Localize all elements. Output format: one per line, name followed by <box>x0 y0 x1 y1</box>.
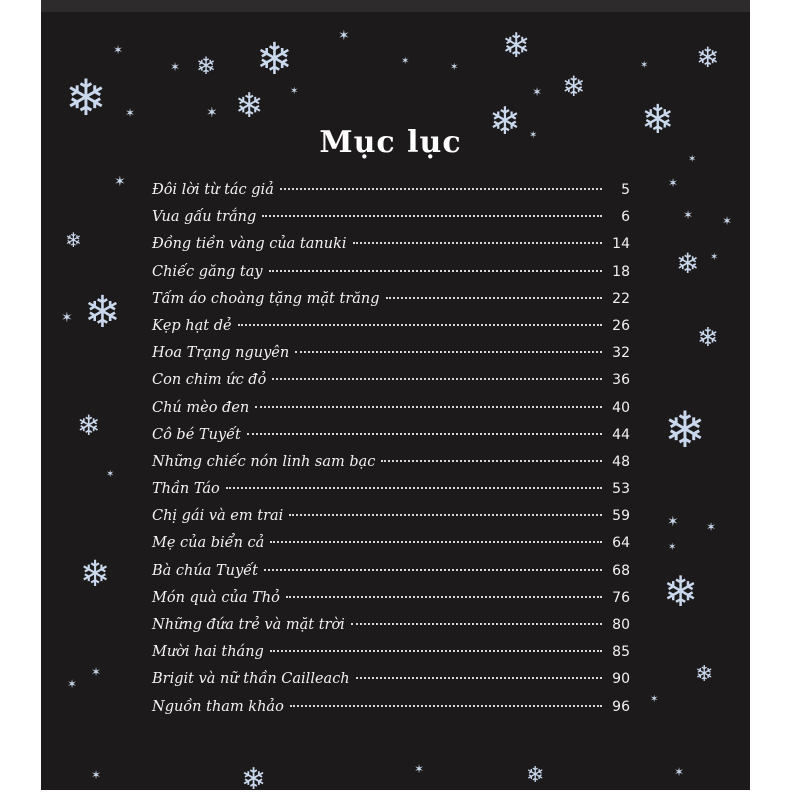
toc-row[interactable] <box>152 454 630 481</box>
dot-leader <box>289 514 602 516</box>
dot-leader <box>269 270 602 272</box>
toc-row[interactable] <box>152 291 630 318</box>
snowflake-icon: ❄ <box>80 554 111 595</box>
star-icon: ✶ <box>529 130 538 141</box>
toc-entry-label: Brigit và nữ thần Cailleach <box>152 671 350 688</box>
star-icon: ✶ <box>113 43 124 57</box>
toc-entry-label: Cô bé Tuyết <box>152 426 241 443</box>
toc-page-number: 40 <box>612 399 630 416</box>
snowflake-icon: ❄ <box>663 567 699 616</box>
dot-leader <box>247 433 602 435</box>
snowflake-icon: ❄ <box>502 26 531 66</box>
toc-page-number: 53 <box>612 481 630 498</box>
toc-page-number: 96 <box>612 698 630 715</box>
star-icon: ✶ <box>706 520 717 534</box>
toc-row[interactable] <box>152 699 630 726</box>
snowflake-icon: ❄ <box>562 70 586 103</box>
page-title: Mục lục <box>319 125 462 160</box>
top-bar <box>41 0 750 12</box>
star-icon: ✶ <box>414 762 425 776</box>
star-icon: ✶ <box>401 56 410 67</box>
toc-page-number: 44 <box>612 426 630 443</box>
star-icon: ✶ <box>170 60 181 74</box>
star-icon: ✶ <box>532 85 543 99</box>
toc-row[interactable] <box>152 644 630 671</box>
star-icon: ✶ <box>91 768 102 782</box>
dot-leader <box>351 623 602 625</box>
star-icon: ✶ <box>667 514 679 530</box>
toc-entry-label: Đồng tiền vàng của tanuki <box>152 236 347 253</box>
snowflake-icon: ❄ <box>664 401 706 459</box>
dot-leader <box>272 378 602 380</box>
snowflake-icon: ❄ <box>65 69 107 127</box>
toc-page-number: 6 <box>621 209 630 226</box>
star-icon: ✶ <box>290 86 299 97</box>
toc-row[interactable] <box>152 182 630 209</box>
dot-leader <box>290 705 602 707</box>
toc-entry-label: Kẹp hạt dẻ <box>152 317 232 334</box>
toc-page-number: 68 <box>612 562 630 579</box>
snowflake-icon: ❄ <box>676 247 700 280</box>
toc-row[interactable] <box>152 535 630 562</box>
dot-leader <box>353 242 603 244</box>
toc-row[interactable] <box>152 318 630 345</box>
toc-entry-label: Vua gấu trắng <box>152 209 257 226</box>
dot-leader <box>264 569 602 571</box>
toc-entry-label: Chiếc găng tay <box>152 263 263 280</box>
star-icon: ✶ <box>61 310 73 326</box>
toc-row[interactable] <box>152 372 630 399</box>
toc-page-number: 59 <box>612 508 630 525</box>
toc-page-number: 5 <box>621 182 630 198</box>
toc-page-number: 90 <box>612 671 630 688</box>
toc-page-number: 26 <box>612 317 630 334</box>
toc-page-number: 48 <box>612 453 630 470</box>
star-icon: ✶ <box>640 60 649 71</box>
toc-row[interactable] <box>152 427 630 454</box>
star-icon: ✶ <box>650 694 659 705</box>
star-icon: ✶ <box>674 765 685 779</box>
toc-row[interactable] <box>152 590 630 617</box>
dot-leader <box>255 406 602 408</box>
toc-page-number: 36 <box>612 372 630 389</box>
snowflake-icon: ❄ <box>65 228 82 252</box>
dot-leader <box>295 351 602 353</box>
dot-leader <box>262 215 602 217</box>
toc-page-number: 22 <box>612 290 630 307</box>
star-icon: ✶ <box>683 208 694 222</box>
star-icon: ✶ <box>710 252 719 263</box>
toc-row[interactable] <box>152 617 630 644</box>
toc-page-number: 64 <box>612 535 630 552</box>
snowflake-icon: ❄ <box>489 99 521 143</box>
star-icon: ✶ <box>450 62 459 73</box>
toc-entry-label: Những chiếc nón linh sam bạc <box>152 453 376 470</box>
star-icon: ✶ <box>722 214 733 228</box>
toc-row[interactable] <box>152 345 630 372</box>
toc-entry-label: Mười hai tháng <box>152 644 264 661</box>
dot-leader <box>238 324 602 326</box>
toc-row[interactable] <box>152 236 630 263</box>
toc-entry-label: Những đứa trẻ và mặt trời <box>152 617 345 633</box>
dot-leader <box>386 297 602 299</box>
dot-leader <box>286 596 602 598</box>
toc-page-number: 80 <box>612 617 630 633</box>
toc-entry-label: Hoa Trạng nguyên <box>152 345 290 362</box>
toc-entry-label: Tấm áo choàng tặng mặt trăng <box>152 290 380 307</box>
snowflake-icon: ❄ <box>77 409 101 442</box>
dot-leader <box>381 460 602 462</box>
toc-entry-label: Thần Táo <box>152 481 220 498</box>
star-icon: ✶ <box>91 665 102 679</box>
snowflake-icon: ❄ <box>196 52 217 80</box>
toc-entry-label: Chú mèo đen <box>152 399 250 416</box>
star-icon: ✶ <box>668 176 679 190</box>
star-icon: ✶ <box>338 28 350 44</box>
toc-entry-label: Nguồn tham khảo <box>152 698 284 715</box>
toc-entry-label: Mẹ của biển cả <box>152 535 265 552</box>
toc-page-number: 14 <box>612 236 630 253</box>
toc-entry-label: Con chim ức đỏ <box>152 372 267 389</box>
dot-leader <box>270 650 602 652</box>
dot-leader <box>270 541 602 543</box>
snowflake-icon: ❄ <box>641 97 675 143</box>
toc-row[interactable] <box>152 264 630 291</box>
star-icon: ✶ <box>114 174 126 190</box>
toc-entry-label: Chị gái và em trai <box>152 508 284 525</box>
toc-page-number: 18 <box>612 263 630 280</box>
snowflake-icon: ❄ <box>256 34 293 85</box>
star-icon: ✶ <box>668 542 677 553</box>
snowflake-icon: ❄ <box>697 323 719 353</box>
dot-leader <box>356 677 602 679</box>
table-of-contents <box>152 182 630 726</box>
star-icon: ✶ <box>206 105 218 121</box>
snowflake-icon: ❄ <box>241 762 267 797</box>
dot-leader <box>226 487 602 489</box>
toc-page-number: 76 <box>612 589 630 606</box>
toc-entry-label: Đôi lời từ tác giả <box>152 182 274 198</box>
toc-row[interactable] <box>152 481 630 508</box>
snowflake-icon: ❄ <box>695 662 714 687</box>
toc-page-number: 85 <box>612 644 630 661</box>
toc-row[interactable] <box>152 671 630 698</box>
snowflake-icon: ❄ <box>696 41 720 74</box>
toc-page-number: 32 <box>612 345 630 362</box>
snowflake-icon: ❄ <box>84 287 121 338</box>
toc-entry-label: Bà chúa Tuyết <box>152 562 258 579</box>
toc-entry-label: Món quà của Thỏ <box>152 589 280 606</box>
dot-leader <box>280 188 602 190</box>
toc-row[interactable] <box>152 400 630 427</box>
star-icon: ✶ <box>106 469 115 480</box>
snowflake-icon: ❄ <box>235 86 264 126</box>
toc-row[interactable] <box>152 209 630 236</box>
star-icon: ✶ <box>67 677 78 691</box>
snowflake-icon: ❄ <box>526 763 545 788</box>
star-icon: ✶ <box>125 106 136 120</box>
star-icon: ✶ <box>688 154 697 165</box>
toc-row[interactable] <box>152 563 630 590</box>
toc-row[interactable] <box>152 508 630 535</box>
